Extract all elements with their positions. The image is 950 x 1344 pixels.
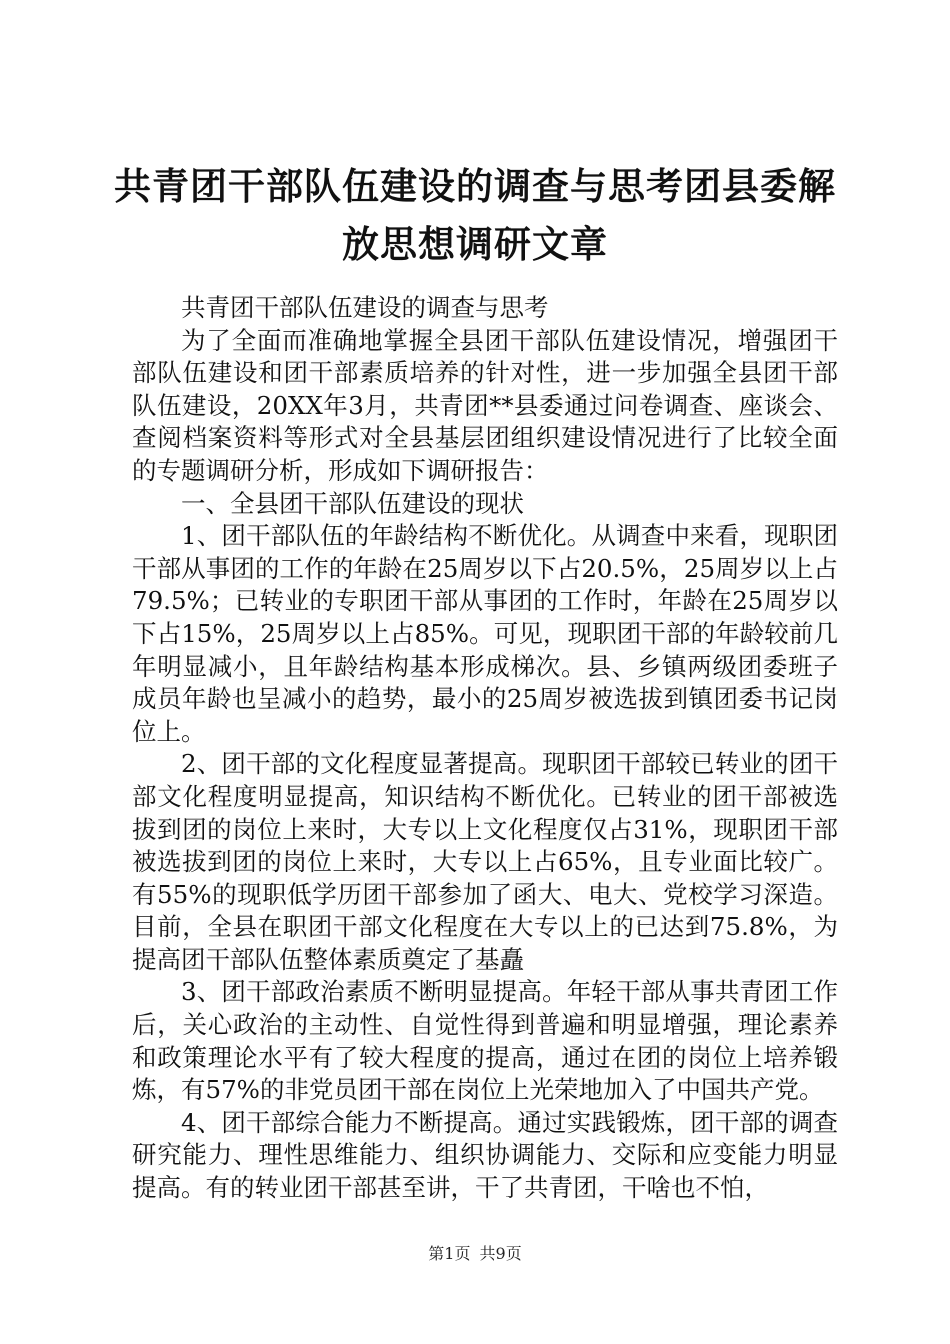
body-paragraph: 1、团干部队伍的年龄结构不断优化。从调查中来看，现职团干部从事团的工作的年龄在25周岁以下占20.5%，25周岁以上占79.5%；已转业的专职团干部从事团的工作时，年龄在25周岁以下占15%，25周岁以上占85%。可见，现职团干部的年龄较前几年明显减小，且年龄结构基本形成梯次。县、乡镇两级团委班子成员年龄也呈减小的趋势，最小的25周岁被选拔到镇团委书记岗位上。 <box>132 521 838 746</box>
page-footer <box>0 1244 950 1264</box>
subtitle-paragraph: 共青团干部队伍建设的调查与思考 <box>181 293 549 322</box>
section-heading: 一、全县团干部队伍建设的现状 <box>181 488 524 518</box>
page-number: 第1页 <box>428 1244 471 1263</box>
intro-paragraph: 为了全面而准确地掌握全县团干部队伍建设情况，增强团干部队伍建设和团干部素质培养的针对性，进一步加强全县团干部队伍建设，20XX年3月，共青团**县委通过问卷调查、座谈会、查阅档案资料等形式对全县基层团组织建设情况进行了比较全面的专题调研分析，形成如下调研报告： <box>132 325 838 485</box>
body-paragraph: 2、团干部的文化程度显著提高。现职团干部较已转业的团干部文化程度明显提高，知识结构不断优化。已转业的团干部被选拔到团的岗位上来时，大专以上文化程度仅占31%，现职团干部被选拔到团的岗位上来时，大专以上占65%，且专业面比较广。有55%的现职低学历团干部参加了函大、电大、党校学习深造。目前，全县在职团干部文化程度在大专以上的已达到75.8%，为提高团干部队伍整体素质奠定了基矗 <box>132 749 838 974</box>
body-paragraph: 4、团干部综合能力不断提高。通过实践锻炼，团干部的调查研究能力、理性思维能力、组织协调能力、交际和应变能力明显提高。有的转业团干部甚至讲，干了共青团，干啥也不怕， <box>132 1107 838 1203</box>
document-title: 共青团干部队伍建设的调查与思考团县委解放思想调研文章 <box>114 165 836 266</box>
body-paragraph: 3、团干部政治素质不断明显提高。年轻干部从事共青团工作后，关心政治的主动性、自觉性得到普遍和明显增强，理论素养和政策理论水平有了较大程度的提高，通过在团的岗位上培养锻炼，有57%的非党员团干部在岗位上光荣地加入了中国共产党。 <box>132 977 838 1105</box>
page-total: 共9页 <box>479 1244 522 1263</box>
document-body <box>132 292 838 1205</box>
